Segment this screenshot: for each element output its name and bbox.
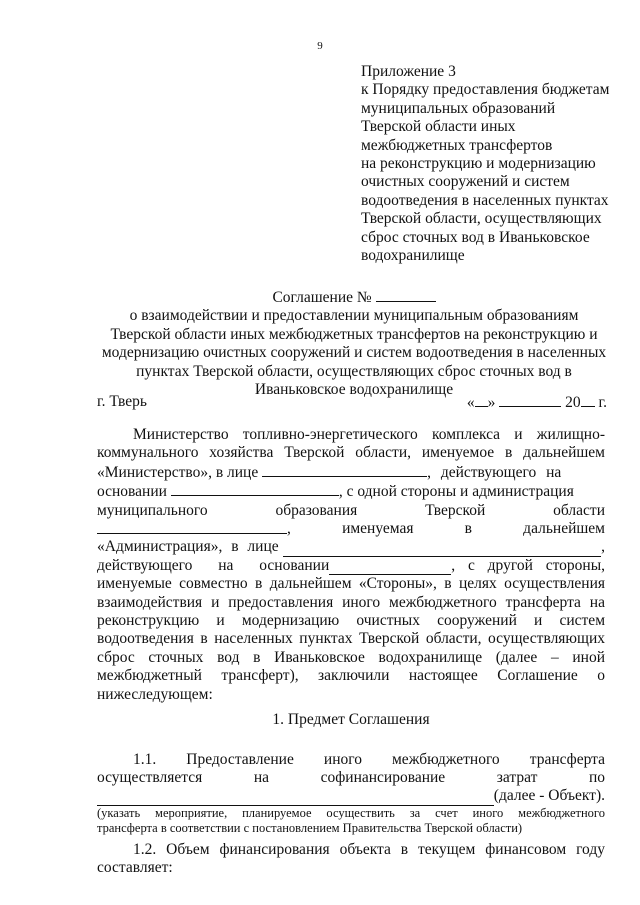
clause-line: 1.2. Объем финансирования объекта в текущем финансовом году [133, 840, 605, 858]
administration-representative-blank [283, 543, 602, 557]
paragraph-line: именуемые совместно в дальнейшем «Стороны», в целях осуществления [97, 575, 605, 593]
agreement-subject-line: Тверской области иных межбюджетных трансфертов на реконструкцию и [110, 325, 598, 343]
paragraph-line: реконструкцию и модернизацию очистных сооружений и систем [97, 612, 605, 630]
paragraph-line: сброс сточных вод в Иваньковское водохранилище (далее – иной [97, 648, 605, 666]
text-fragment: «Администрация», в лице [97, 538, 279, 556]
text-fragment: «Министерство», в лице [97, 463, 259, 481]
place-of-signing: г. Тверь [97, 393, 147, 410]
section-title: 1. Предмет Соглашения [272, 711, 430, 729]
municipality-blank [97, 520, 287, 534]
year-suffix: г. [598, 394, 607, 411]
clause-note-line: (указать мероприятие, планируемое осуществить за счет иного межбюджетного [97, 805, 605, 820]
paragraph-line [97, 538, 605, 556]
paragraph-line: нижеследующем: [97, 685, 213, 703]
year-prefix: 20 [565, 394, 581, 411]
appendix-line: Тверской области, осуществляющих [361, 210, 602, 228]
year-blank [581, 393, 595, 407]
text-fragment: , [601, 538, 605, 556]
text-fragment: основании [97, 483, 167, 501]
text-fragment: (далее - Объект). [493, 787, 605, 805]
paragraph-line: взаимодействия и предоставления иного межбюджетного трансферта на [97, 593, 605, 611]
appendix-line: межбюджетных трансфертов [361, 136, 553, 154]
clause-line [97, 787, 605, 805]
paragraph-line: муниципального образования Тверской области [97, 501, 605, 519]
paragraph-line: межбюджетный трансферт), заключили настоящее Соглашение о [97, 667, 605, 685]
appendix-line: к Порядку предоставления бюджетам [361, 81, 610, 99]
agreement-subject-line: Иваньковское водохранилище [254, 381, 454, 399]
day-blank [475, 393, 488, 407]
agreement-subject-line: модернизацию очистных сооружений и систем водоотведения в населенных [101, 344, 607, 362]
paragraph-line [97, 520, 605, 538]
agreement-number-line [96, 288, 612, 307]
paragraph-line [97, 557, 605, 575]
basis-blank [171, 482, 339, 496]
date-open-quote: « [466, 394, 475, 411]
date-of-signing [467, 393, 607, 412]
agreement-subject-line: пунктах Тверской области, осуществляющих сброс сточных вод в [136, 362, 572, 380]
appendix-line: Тверской области иных [361, 118, 516, 136]
agreement-body [97, 426, 605, 878]
paragraph-line: Министерство топливно-энергетического комплекса и жилищно- [133, 426, 605, 443]
representative-name-blank [262, 463, 427, 477]
text-fragment: , с одной стороны и администрация [338, 483, 574, 501]
appendix-line: сброс сточных вод в Иваньковское [361, 228, 590, 246]
paragraph-line [97, 482, 605, 501]
appendix-line: на реконструкцию и модернизацию [361, 155, 596, 173]
clause-line: 1.1. Предоставление иного межбюджетного трансферта [133, 750, 605, 768]
agreement-number-label: Соглашение № [272, 289, 372, 306]
appendix-line: водохранилище [361, 247, 465, 265]
agreement-subject-line: о взаимодействии и предоставлении муниципальным образованиям [129, 307, 579, 325]
clause-line: осуществляется на софинансирование затрат по [97, 768, 605, 786]
agreement-title [96, 288, 612, 399]
project-description-blank [97, 792, 494, 806]
appendix-line: очистных сооружений и систем [361, 173, 570, 191]
paragraph-line: водоотведения в населенных пунктах Тверской области, осуществляющих [97, 630, 605, 648]
administration-basis-blank [329, 561, 451, 575]
clause-note-line: трансферта в соответствии с постановлением Правительства Тверской области) [97, 821, 523, 836]
clause-line: составляет: [97, 859, 173, 877]
paragraph-line [97, 463, 605, 482]
month-blank [499, 393, 561, 407]
date-close-quote: » [487, 394, 496, 411]
text-fragment: , именуемая в дальнейшем [287, 520, 605, 538]
appendix-line: Приложение 3 [361, 63, 456, 80]
appendix-header [361, 63, 636, 265]
text-fragment: , с другой стороны, [451, 556, 605, 574]
appendix-line: водоотведения в населенных пунктах [361, 191, 609, 209]
paragraph-line: коммунального хозяйства Тверской области, именуемое в дальнейшем [97, 444, 605, 462]
page-number: 9 [317, 40, 323, 52]
appendix-line: муниципальных образований [361, 99, 556, 117]
text-fragment: , действующего на [427, 463, 562, 481]
agreement-number-blank [376, 288, 436, 302]
text-fragment: действующего на основании [97, 556, 330, 574]
